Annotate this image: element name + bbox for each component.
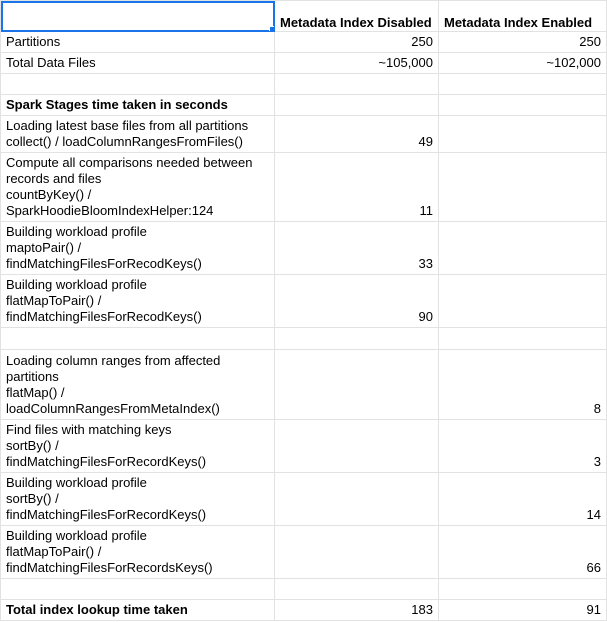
cell-disabled[interactable] [275, 473, 439, 526]
cell-disabled[interactable]: 90 [275, 275, 439, 328]
row-label[interactable]: Find files with matching keys sortBy() / findMatchingFilesForRecordKeys() [1, 420, 275, 473]
table-row [1, 328, 607, 350]
cell-disabled[interactable] [275, 420, 439, 473]
cell-enabled[interactable]: 250 [439, 32, 607, 53]
table-row [1, 95, 607, 116]
row-label[interactable]: Building workload profile flatMapToPair() / findMatchingFilesForRecodKeys() [1, 275, 275, 328]
row-label[interactable] [1, 328, 275, 350]
total-enabled[interactable]: 91 [439, 600, 607, 621]
row-label[interactable]: Loading latest base files from all partitions collect() / loadColumnRangesFromFiles() [1, 116, 275, 153]
cell-disabled[interactable] [275, 74, 439, 95]
cell-disabled[interactable] [275, 328, 439, 350]
cell-enabled[interactable] [439, 579, 607, 600]
cell-disabled[interactable]: ~105,000 [275, 53, 439, 74]
row-label[interactable] [1, 579, 275, 600]
table-row [1, 116, 607, 153]
cell-disabled[interactable] [275, 350, 439, 420]
cell-enabled[interactable]: 8 [439, 350, 607, 420]
cell-disabled[interactable] [275, 579, 439, 600]
cell-enabled[interactable] [439, 275, 607, 328]
cell-enabled[interactable]: 66 [439, 526, 607, 579]
table-row [1, 222, 607, 275]
cell-disabled[interactable] [275, 95, 439, 116]
cell-enabled[interactable] [439, 95, 607, 116]
cell-disabled[interactable]: 49 [275, 116, 439, 153]
cell-enabled[interactable]: 3 [439, 420, 607, 473]
total-disabled[interactable]: 183 [275, 600, 439, 621]
cell-enabled[interactable] [439, 116, 607, 153]
cell-enabled[interactable]: ~102,000 [439, 53, 607, 74]
row-label[interactable]: Compute all comparisons needed between records and files countByKey() / SparkHoodieBloomIndexHelper:124 [1, 153, 275, 222]
header-metadata-index-disabled[interactable]: Metadata Index Disabled [275, 1, 439, 32]
table-row [1, 153, 607, 222]
total-label[interactable]: Total index lookup time taken [1, 600, 275, 621]
header-row [1, 1, 607, 32]
table-row [1, 473, 607, 526]
row-label[interactable]: Partitions [1, 32, 275, 53]
cell-enabled[interactable] [439, 222, 607, 275]
cell-disabled[interactable]: 250 [275, 32, 439, 53]
cell-disabled[interactable]: 33 [275, 222, 439, 275]
table-row [1, 526, 607, 579]
table-row [1, 579, 607, 600]
row-label[interactable] [1, 74, 275, 95]
table-row [1, 53, 607, 74]
table-row [1, 275, 607, 328]
total-row [1, 600, 607, 621]
header-metadata-index-enabled[interactable]: Metadata Index Enabled [439, 1, 607, 32]
section-title[interactable]: Spark Stages time taken in seconds [1, 95, 275, 116]
row-label[interactable]: Loading column ranges from affected partitions flatMap() / loadColumnRangesFromMetaIndex() [1, 350, 275, 420]
table-row [1, 74, 607, 95]
cell-enabled[interactable] [439, 328, 607, 350]
cell-enabled[interactable]: 14 [439, 473, 607, 526]
row-label[interactable]: Building workload profile maptoPair() / findMatchingFilesForRecodKeys() [1, 222, 275, 275]
cell-a1[interactable] [1, 1, 275, 32]
table-row [1, 420, 607, 473]
table-row [1, 350, 607, 420]
row-label[interactable]: Building workload profile sortBy() / findMatchingFilesForRecordKeys() [1, 473, 275, 526]
cell-enabled[interactable] [439, 153, 607, 222]
cell-enabled[interactable] [439, 74, 607, 95]
row-label[interactable]: Total Data Files [1, 53, 275, 74]
row-label[interactable]: Building workload profile flatMapToPair() / findMatchingFilesForRecordsKeys() [1, 526, 275, 579]
cell-disabled[interactable] [275, 526, 439, 579]
cell-disabled[interactable]: 11 [275, 153, 439, 222]
selection-fill-handle[interactable] [269, 26, 275, 32]
table-row [1, 32, 607, 53]
